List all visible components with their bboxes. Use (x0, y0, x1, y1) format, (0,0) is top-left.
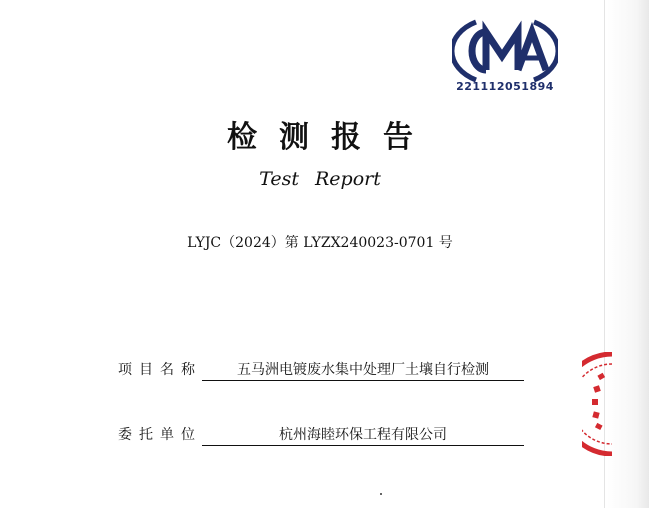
client-label: 委托单位 (118, 427, 202, 443)
report-number: LYJC（2024）第 LYZX240023-0701 号 (187, 235, 453, 251)
report-title-english: Test Report (259, 168, 381, 190)
scan-speck (380, 493, 382, 495)
client-value: 杭州海睦环保工程有限公司 (202, 424, 524, 446)
project-name-value: 五马洲电镀废水集中处理厂土壤自行检测 (202, 359, 524, 381)
page-edge-shadow (607, 0, 649, 508)
project-name-label: 项目名称 (118, 362, 202, 378)
report-title-chinese: 检测报告 (227, 120, 435, 155)
cma-certificate-number: 221112051894 (456, 80, 554, 93)
red-seal-stamp-icon (582, 352, 612, 456)
